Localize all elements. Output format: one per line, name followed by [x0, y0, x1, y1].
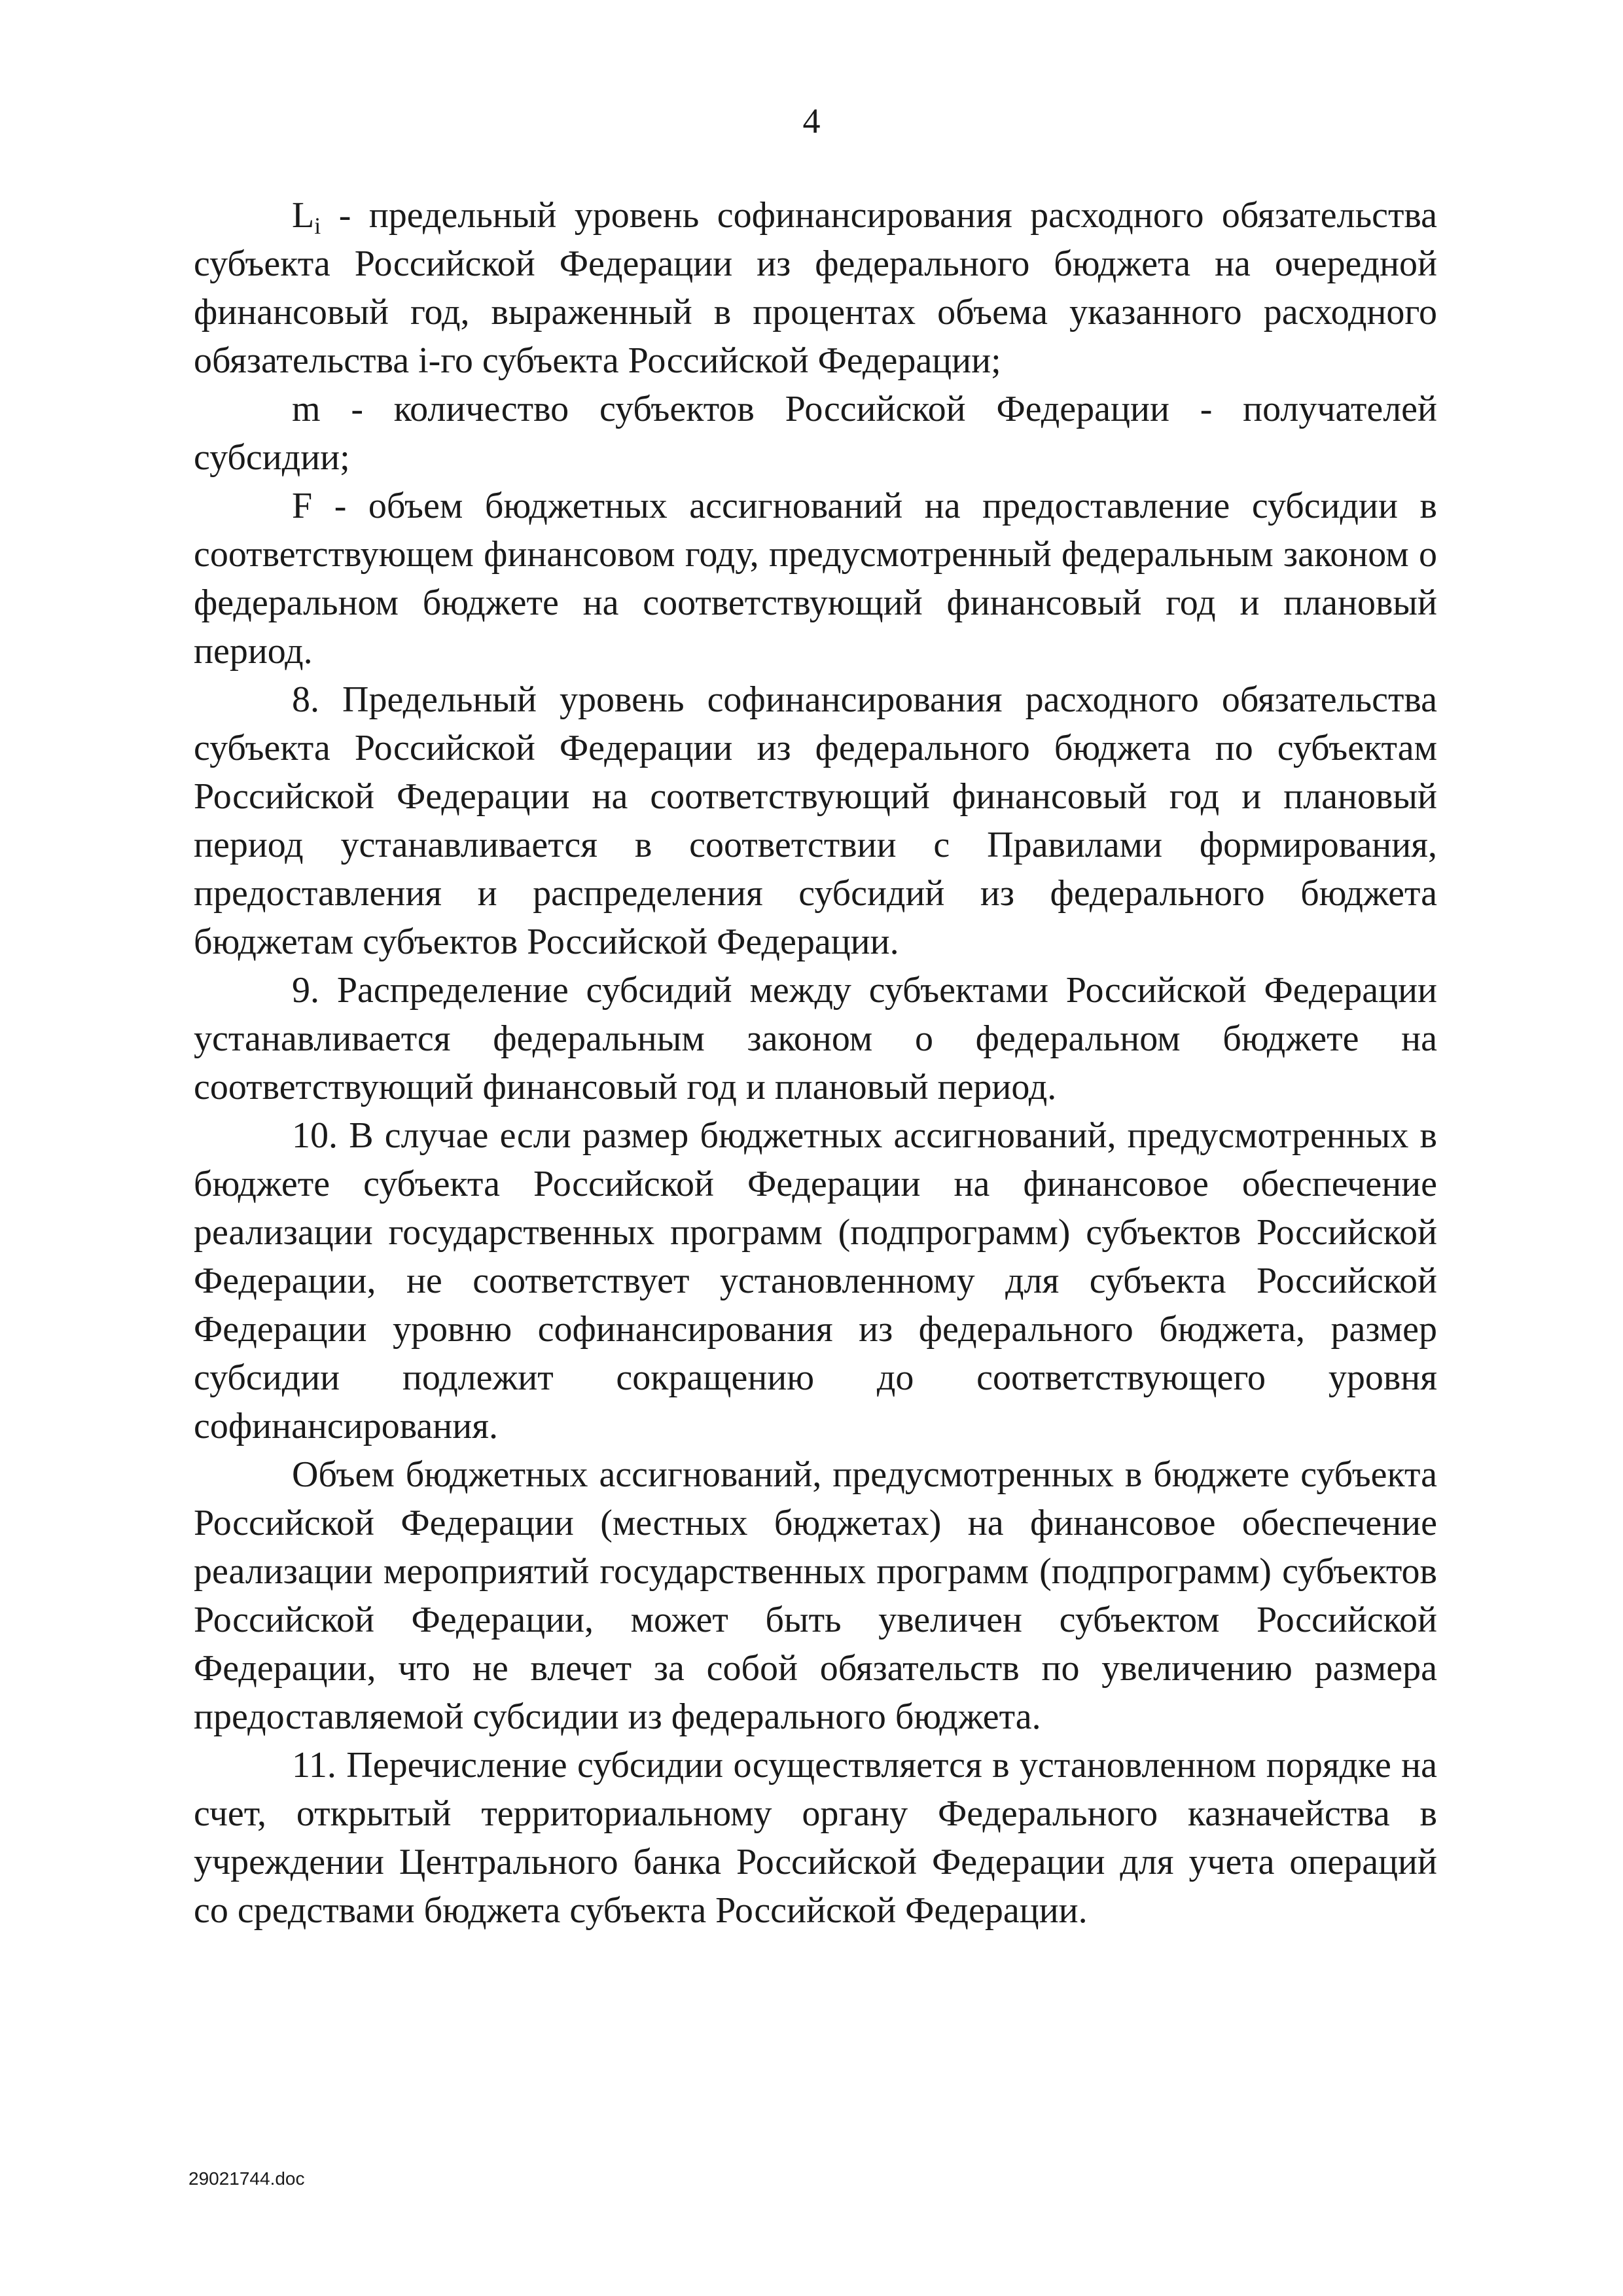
paragraph-item-10: 10. В случае если размер бюджетных ассигнований, предусмотренных в бюджете субъекта Российской Федерации на финансовое обеспечение реализации государственных программ (подпрограмм) субъектов Российской Федерации, не соответствует установленному для субъекта Российской Федерации уровню софинансирования из федерального бюджета, размер субсидии подлежит сокращению до соответствующего уровня софинансирования.: [194, 1115, 1437, 1446]
paragraph-li-definition: [194, 191, 1437, 385]
paragraph-li-text: - предельный уровень софинансирования расходного обязательства субъекта Российской Федерации из федерального бюджета на очередной финансовый год, выраженный в процентах объема указанного расходного обязательства i-го субъекта Российской Федерации;: [194, 195, 1437, 381]
paragraph-item-8: 8. Предельный уровень софинансирования расходного обязательства субъекта Российской Федерации из федерального бюджета по субъектам Российской Федерации на соответствующий финансовый год и плановый период устанавливается в соответствии с Правилами формирования, предоставления и распределения субсидий из федерального бюджета бюджетам субъектов Российской Федерации.: [194, 679, 1437, 962]
paragraph-m-definition: m - количество субъектов Российской Федерации - получателей субсидии;: [194, 389, 1437, 478]
document-body: [194, 191, 1437, 1935]
variable-l-subscript: i: [314, 213, 321, 239]
page-number: 4: [802, 101, 821, 141]
paragraph-item-10-continued: Объем бюджетных ассигнований, предусмотренных в бюджете субъекта Российской Федерации (местных бюджетах) на финансовое обеспечение реализации мероприятий государственных программ (подпрограмм) субъектов Российской Федерации, может быть увеличен субъектом Российской Федерации, что не влечет за собой обязательств по увеличению размера предоставляемой субсидии из федерального бюджета.: [194, 1454, 1437, 1737]
paragraph-f-definition: F - объем бюджетных ассигнований на предоставление субсидии в соответствующем финансовом году, предусмотренный федеральным законом о федеральном бюджете на соответствующий финансовый год и плановый период.: [194, 486, 1437, 672]
paragraph-item-11: 11. Перечисление субсидии осуществляется в установленном порядке на счет, открытый территориальному органу Федерального казначейства в учреждении Центрального банка Российской Федерации для учета операций со средствами бюджета субъекта Российской Федерации.: [194, 1745, 1437, 1931]
variable-l: L: [292, 195, 315, 236]
paragraph-item-9: 9. Распределение субсидий между субъектами Российской Федерации устанавливается федеральным законом о федеральном бюджете на соответствующий финансовый год и плановый период.: [194, 970, 1437, 1107]
footer-filename: 29021744.doc: [188, 2168, 305, 2189]
